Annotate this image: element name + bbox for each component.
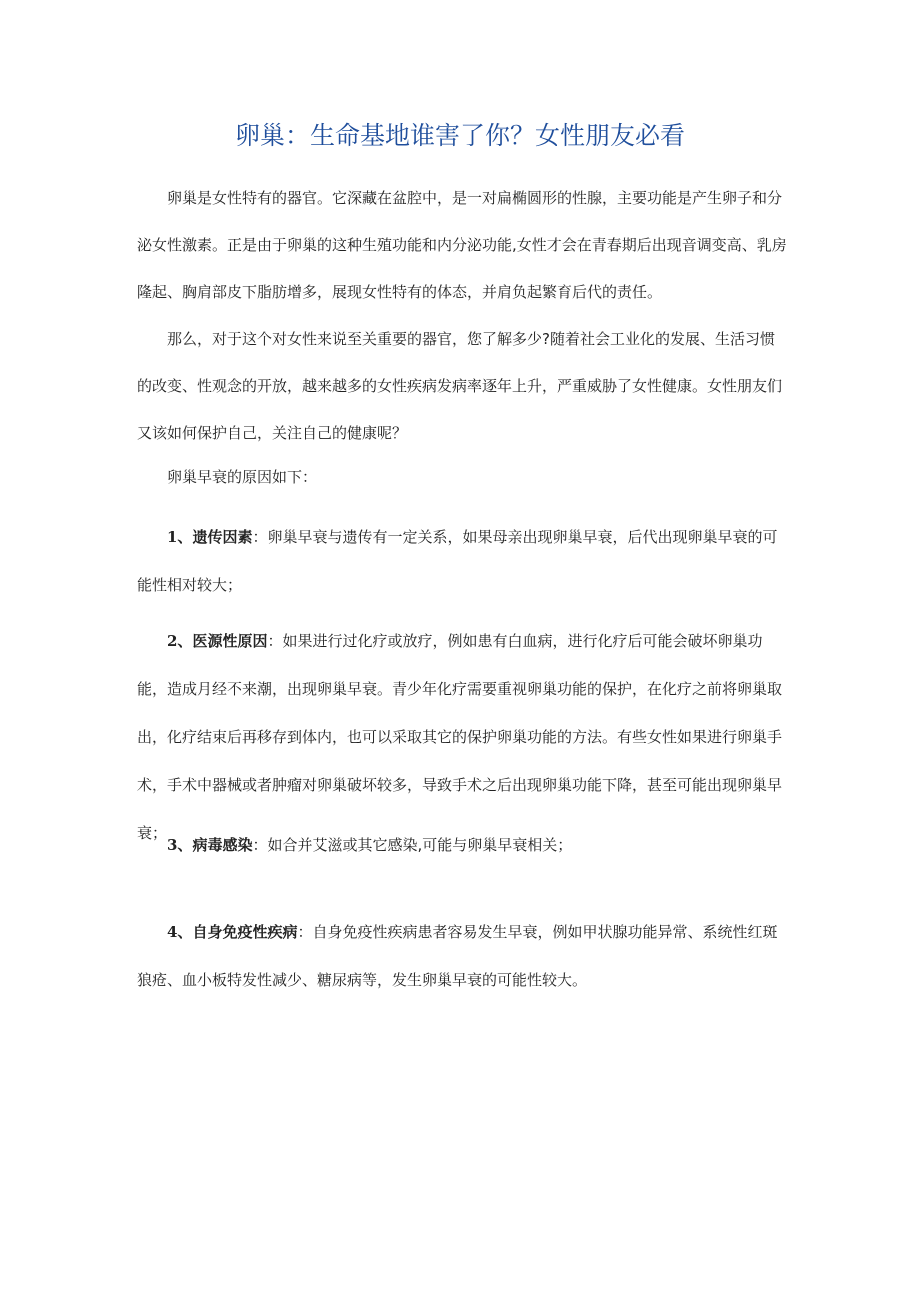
cause-number: 1、	[167, 528, 193, 546]
cause-text: ：卵巢早衰与遗传有一定关系，如果母亲出现卵巢早衰，后代出现卵巢早衰的可能性相对较大；	[137, 528, 778, 594]
cause-label: 医源性原因	[192, 632, 268, 650]
cause-text: ：如合并艾滋或其它感染,可能与卵巢早衰相关；	[252, 836, 573, 854]
cause-number: 4、	[167, 923, 193, 941]
intro-paragraph: 卵巢是女性特有的器官。它深藏在盆腔中，是一对扁椭圆形的性腺，主要功能是产生卵子和分泌女性激素。正是由于卵巢的这种生殖功能和内分泌功能,女性才会在青春期后出现音调变高、乳房隆起、胸肩部皮下脂肪增多，展现女性特有的体态，并肩负起繁育后代的责任。	[137, 189, 787, 301]
cause-number: 3、	[167, 836, 193, 854]
question-paragraph: 那么，对于这个对女性来说至关重要的器官，您了解多少?随着社会工业化的发展、生活习惯的改变、性观念的开放，越来越多的女性疾病发病率逐年上升，严重威胁了女性健康。女性朋友们又该如何保护自己，关注自己的健康呢？	[137, 330, 783, 442]
cause-number: 2、	[167, 632, 193, 650]
cause-label: 自身免疫性疾病	[192, 923, 298, 941]
cause-label: 遗传因素	[192, 528, 253, 546]
page-title: 卵巢：生命基地谁害了你？女性朋友必看	[234, 121, 685, 150]
cause-label: 病毒感染	[192, 836, 253, 854]
cause-item-autoimmune	[137, 908, 787, 1004]
cause-item-genetic	[137, 513, 787, 609]
cause-text: ：自身免疫性疾病患者容易发生早衰，例如甲状腺功能异常、系统性红斑狼疮、血小板特发性减少、糖尿病等，发生卵巢早衰的可能性较大。	[137, 923, 778, 989]
cause-item-iatrogenic	[137, 617, 787, 857]
cause-text: ：如果进行过化疗或放疗，例如患有白血病，进行化疗后可能会破坏卵巢功能，造成月经不来潮，出现卵巢早衰。青少年化疗需要重视卵巢功能的保护，在化疗之前将卵巢取出，化疗结束后再移存到体内，也可以采取其它的保护卵巢功能的方法。有些女性如果进行卵巢手术，手术中器械或者肿瘤对卵巢破坏较多，导致手术之后出现卵巢功能下降，甚至可能出现卵巢早衰；	[137, 632, 783, 842]
cause-item-viral	[137, 826, 787, 864]
causes-heading: 卵巢早衰的原因如下：	[167, 468, 318, 486]
